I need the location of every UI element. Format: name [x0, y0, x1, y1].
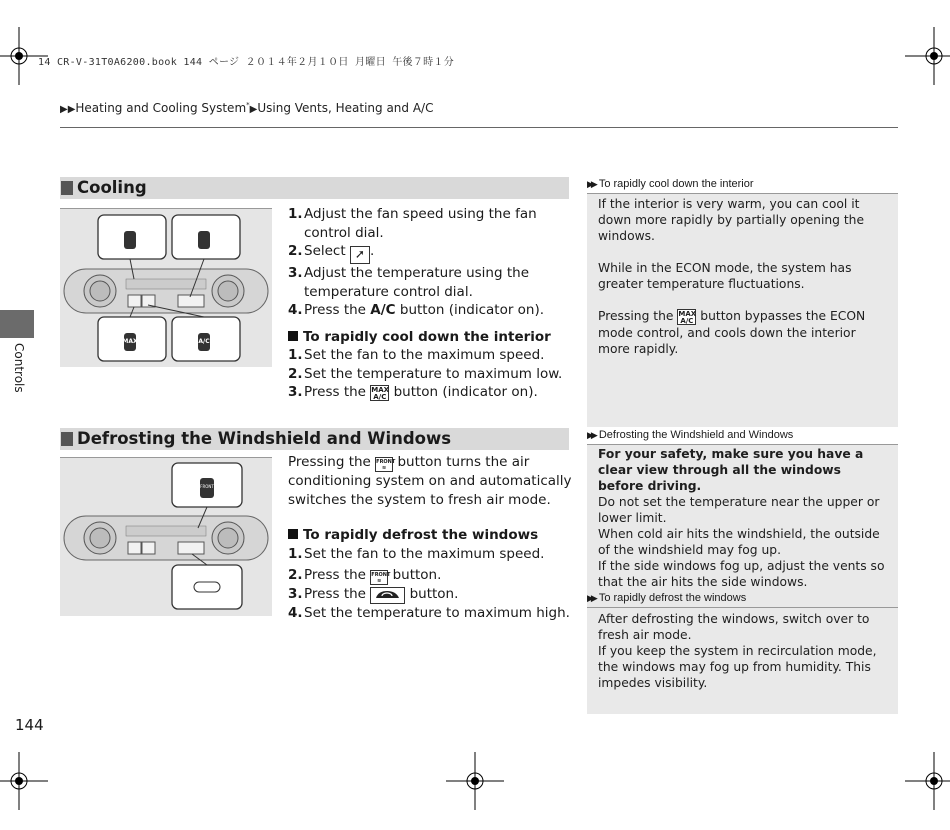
sidebar-rapid-defrost-text: After defrosting the windows, switch over to fresh air mode. If you keep the system in recirculation mode, the windows may fog up from humidity. This impedes visibility. [598, 612, 877, 690]
sidebar-cooling-text: If the interior is very warm, you can cool it down more rapidly by partially opening the windows. While in the ECON mode, the system has greater temperature fluctuations. Pressing the MAX A/C button bypasses the ECON mode control, and cools down the interior more rapidly. [598, 197, 866, 356]
ref-arrow-icon: ▶▶ [587, 179, 595, 189]
defrost-figure [60, 457, 272, 616]
cooling-steps [288, 205, 573, 402]
registration-mark-icon [905, 27, 950, 85]
sidebar-cooling-heading: ▶▶ To rapidly cool down the interior [587, 177, 898, 194]
registration-mark-icon [905, 752, 950, 810]
cooling-heading [60, 177, 569, 199]
ref-arrow-icon: ▶▶ [587, 593, 595, 603]
recirculation-icon [370, 587, 405, 604]
breadcrumb-arrow-icon: ▶ [249, 104, 258, 115]
heading-square-icon [61, 432, 73, 446]
rapid-cool-subheading: To rapidly cool down the interior [288, 328, 573, 347]
breadcrumb-arrow-icon: ▶▶ [60, 104, 76, 115]
fan-mode-icon: ➚ [350, 246, 370, 264]
step-item: 1. Adjust the fan speed using the fan control dial. [288, 206, 537, 241]
step-item: 4. Set the temperature to maximum high. [288, 605, 570, 621]
max-ac-icon: MAX A/C [678, 310, 697, 325]
ref-arrow-icon: ▶▶ [587, 430, 595, 440]
front-defrost-icon: FRONT ≋ [371, 572, 391, 584]
section-tab [0, 310, 34, 338]
print-line: 14 CR-V-31T0A6200.book 144 ページ ２０１４年２月１０日 月曜日 午後７時１分 [38, 57, 455, 68]
step-item: 3. Adjust the temperature using the temperature control dial. [288, 265, 529, 300]
registration-mark-icon [0, 752, 48, 810]
step-item: 2. Set the temperature to maximum low. [288, 365, 563, 382]
sidebar-defrost-text: For your safety, make sure you have a clear view through all the windows before driving. Do not set the temperature near the upper or lower limit. When cold air hits the windshield, the outside of the windshield may fog up. If the side windows fog up, adjust the vents so that the air hits the side windows. [598, 447, 885, 589]
step-item: 1. Set the fan to the maximum speed. [288, 347, 545, 363]
step-item: 1. Set the fan to the maximum speed. [288, 545, 545, 562]
step-item: 2. Press the FRONT ≋ button. [288, 567, 442, 584]
breadcrumb-level1[interactable]: Heating and Cooling System [75, 101, 247, 115]
heading-square-icon [61, 181, 73, 195]
sidebar-defrost-heading: ▶▶ Defrosting the Windshield and Windows [587, 428, 898, 445]
step-item: 4. Press the A/C button (indicator on). [288, 302, 545, 318]
defrost-steps [288, 453, 573, 623]
cooling-title: Cooling [77, 178, 147, 197]
figure-max-label: MAX [122, 338, 138, 345]
figure-front-label: FRONT [200, 484, 214, 489]
breadcrumb-marker: * [246, 101, 250, 109]
max-ac-icon: MAX A/C [371, 386, 390, 401]
defrost-heading [60, 428, 569, 450]
cooling-figure [60, 208, 272, 367]
registration-mark-icon [446, 752, 504, 810]
rapid-defrost-subheading: To rapidly defrost the windows [288, 526, 573, 545]
figure-ac-label: A/C [198, 338, 210, 345]
page-number: 144 [15, 716, 44, 734]
step-item: 2. Select ➚ . [288, 242, 573, 264]
sidebar-rapid-defrost-heading: ▶▶ To rapidly defrost the windows [587, 591, 898, 608]
defrost-title: Defrosting the Windshield and Windows [77, 429, 452, 448]
step-item: 3. Press the button. [288, 586, 459, 602]
section-tab-label: Controls [12, 343, 26, 393]
front-defrost-icon: FRONT ≋ [376, 459, 396, 471]
header-divider [60, 127, 898, 128]
breadcrumb [60, 101, 433, 115]
defrost-intro: Pressing the FRONT ≋ button turns the air conditioning system on and automatically switches the system to fresh air mode. [288, 454, 572, 508]
step-item: 3. Press the MAX A/C button (indicator on). [288, 384, 538, 401]
breadcrumb-level2[interactable]: Using Vents, Heating and A/C [257, 101, 434, 115]
